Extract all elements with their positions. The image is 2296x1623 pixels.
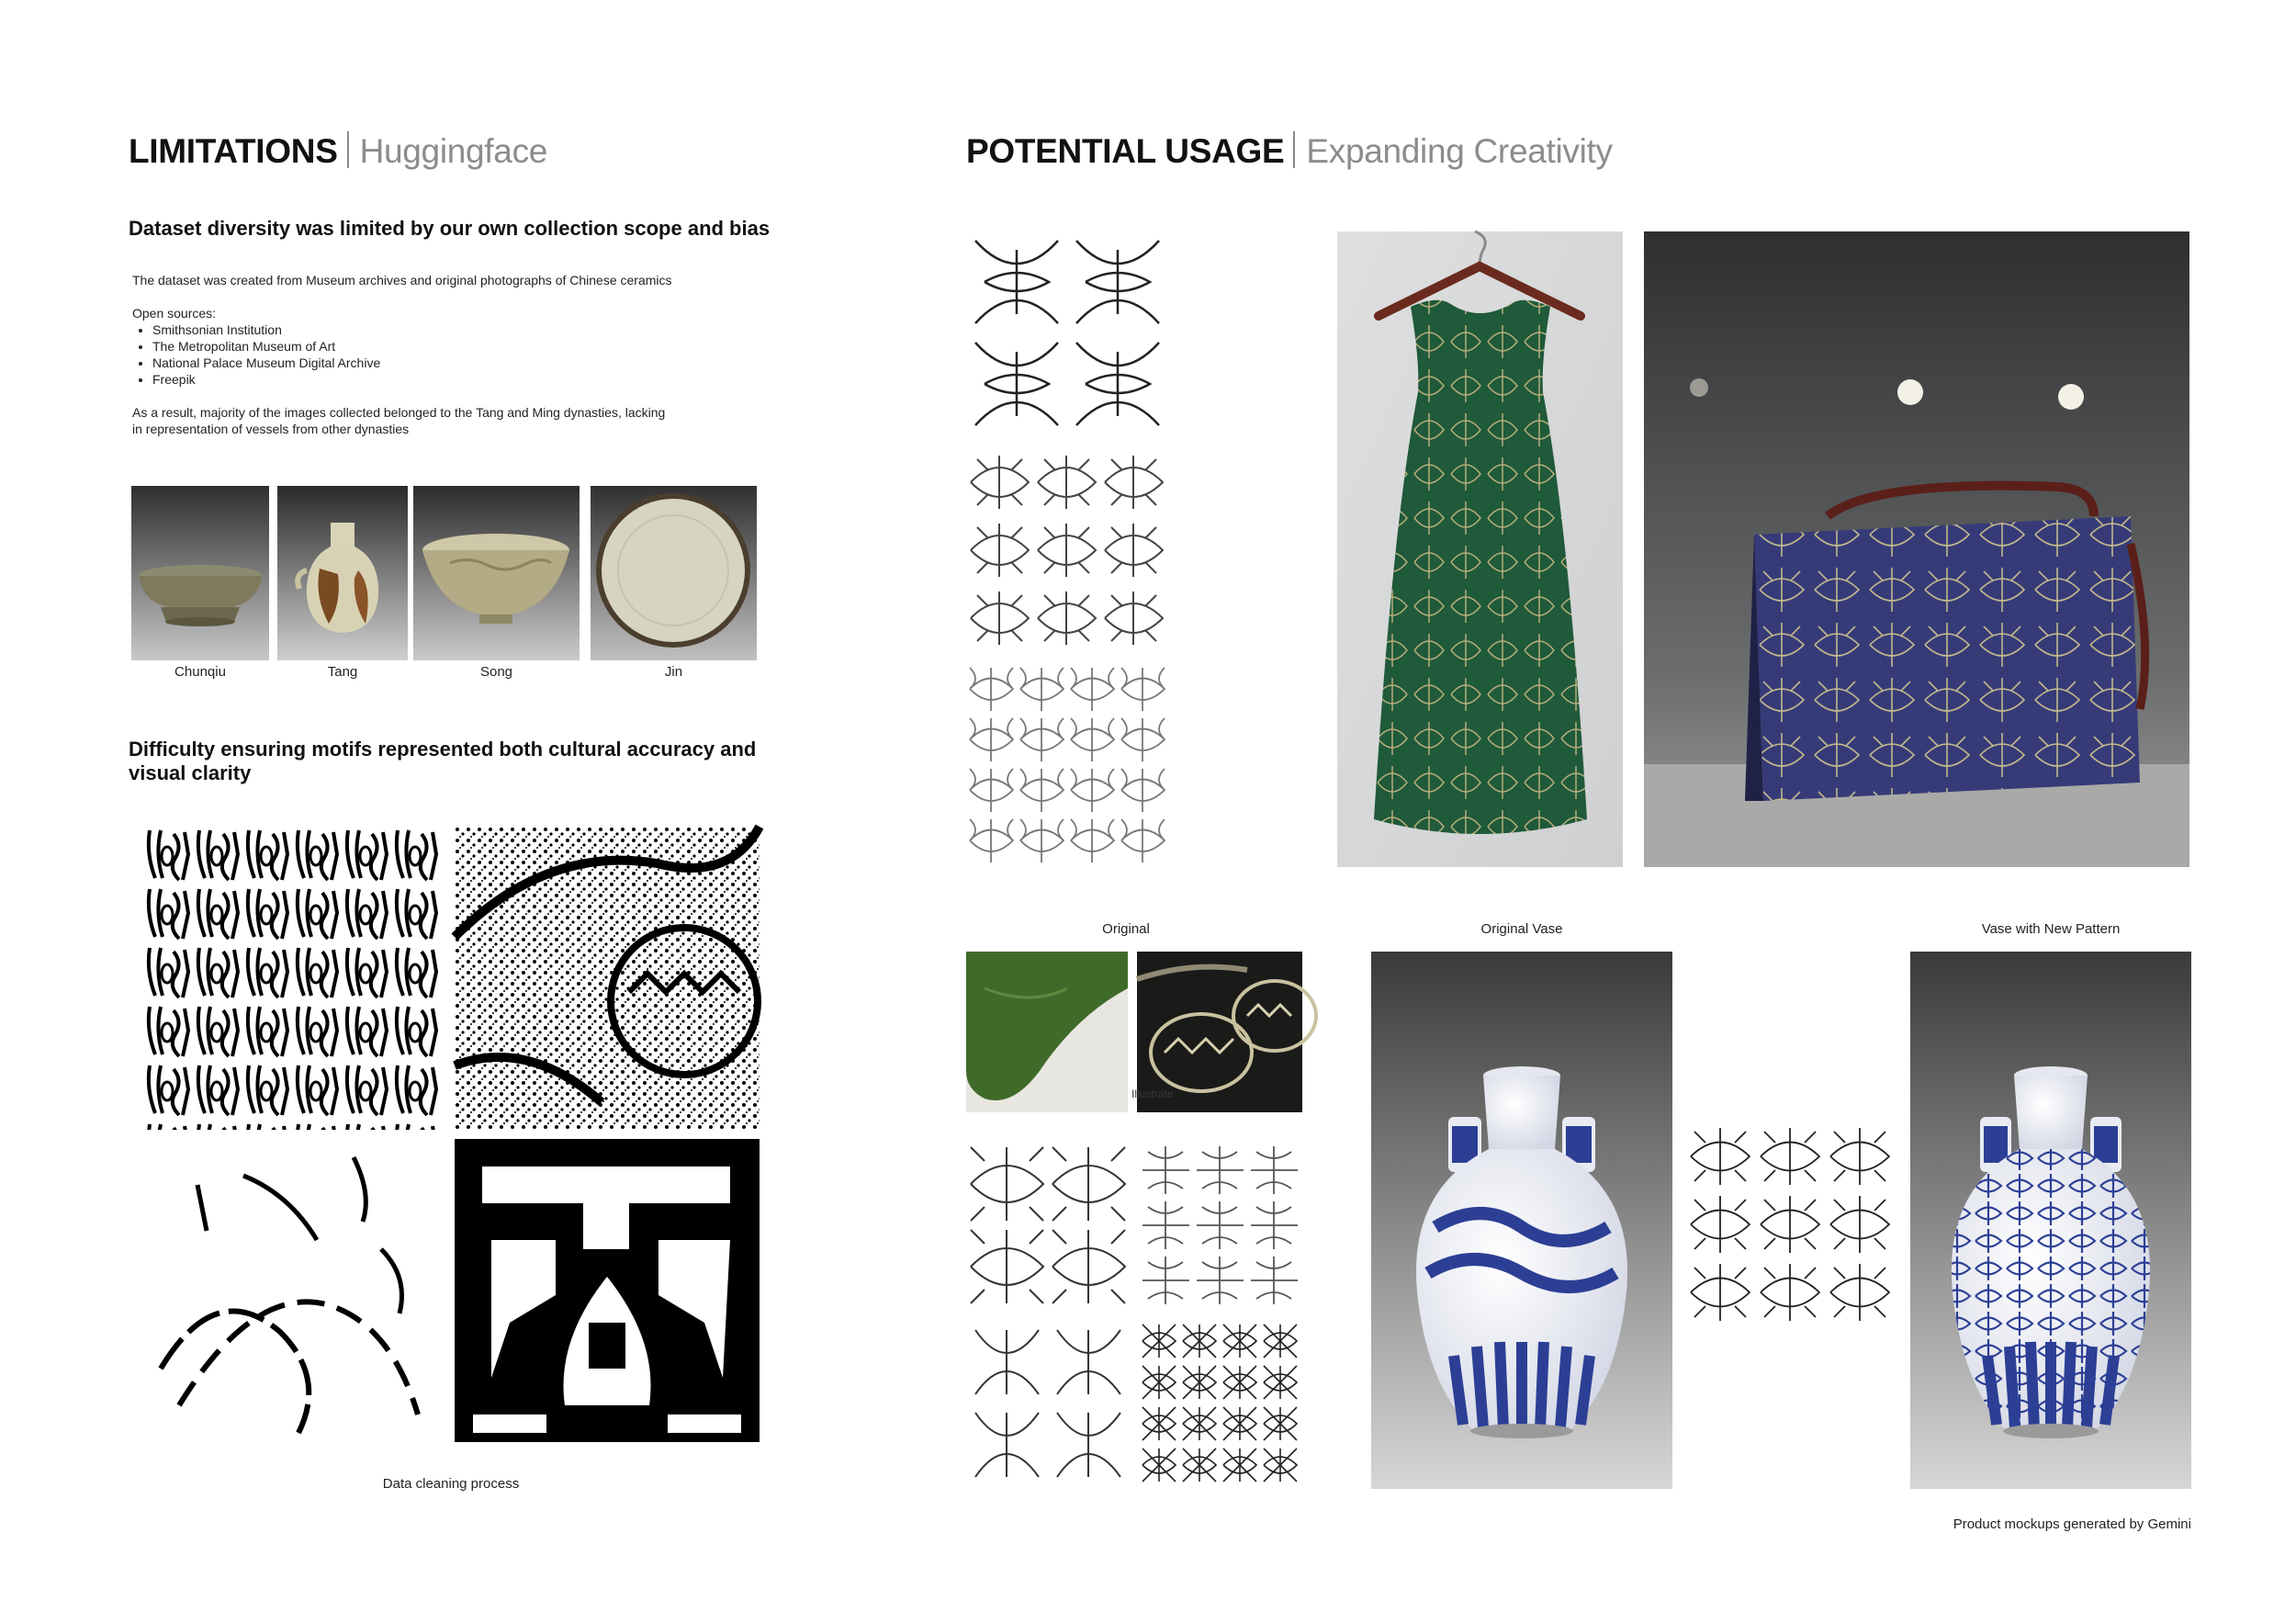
generated-pattern-grid-1 [966,1143,1130,1308]
song-bowl-photo [413,486,580,660]
dynasty-caption: Song [479,664,513,680]
tang-vessel-photo [277,486,408,660]
limitations-title [129,131,547,171]
original-ceramic-closeup-photo [1131,952,1302,1112]
motif-heading-line-2: visual clarity [129,761,252,784]
cleaning-sample-bold-motif [455,1139,760,1442]
dress-mockup-photo [1337,231,1623,867]
result-line-2: in representation of vessels from other dynasties [132,422,410,436]
generated-pattern-1 [966,231,1168,435]
vase-pattern-swatch [1685,1122,1895,1326]
cleaning-sample-repeat-motif [142,827,443,1130]
dataset-description [132,272,775,437]
potential-usage-title-sub: Expanding Creativity [1306,132,1613,170]
source-item: • The Metropolitan Museum of Art [152,338,775,355]
cleaning-sample-noisy-scan [455,827,760,1130]
potential-usage-title [966,131,1613,171]
sources-list [132,321,775,388]
original-caption: Original [1102,921,1150,937]
dataset-intro: The dataset was created from Museum archives and original photographs of Chinese ceramics [132,273,672,287]
title-divider [347,131,349,168]
mockups-credit-caption: Product mockups generated by Gemini [1953,1516,2191,1532]
dynasty-caption: Chunqiu [174,664,226,680]
title-divider [1293,131,1295,168]
source-item: • Freepik [152,371,775,388]
generated-pattern-grid-4 [1139,1321,1302,1486]
handbag-mockup-photo [1644,231,2189,867]
original-leaf-photo [966,952,1128,1112]
source-item: • National Palace Museum Digital Archive [152,355,775,371]
dataset-diversity-heading: Dataset diversity was limited by our own collection scope and bias [129,217,771,240]
vase-new-pattern-caption: Vase with New Pattern [1981,921,2121,937]
dynasty-caption: Tang [327,664,358,680]
motif-heading-line-1: Difficulty ensuring motifs represented both cultural accuracy and [129,738,757,761]
vase-new-pattern-photo [1910,952,2191,1489]
generated-pattern-grid-3 [966,1321,1130,1486]
limitations-title-main: LIMITATIONS [129,132,338,170]
generated-pattern-grid-2 [1139,1143,1302,1308]
cleaning-sample-sparse-lines [142,1139,443,1442]
chunqiu-vessel-photo [131,486,269,660]
motif-accuracy-heading [129,738,790,785]
original-vase-photo [1371,952,1672,1489]
result-line-1: As a result, majority of the images collected belonged to the Tang and Ming dynasties, lacking [132,405,666,420]
dynasty-caption: Jin [664,664,683,680]
generated-pattern-2 [966,448,1168,652]
illustrate-overlay-label: Illustrate [1131,1088,1174,1100]
jin-plate-photo [591,486,757,660]
limitations-title-sub: Huggingface [359,132,548,170]
generated-pattern-3 [966,664,1168,868]
source-item: • Smithsonian Institution [152,321,775,338]
potential-usage-title-main: POTENTIAL USAGE [966,132,1285,170]
original-vase-caption: Original Vase [1480,921,1563,937]
sources-label: Open sources: [132,306,217,321]
data-cleaning-caption: Data cleaning process [382,1476,520,1492]
